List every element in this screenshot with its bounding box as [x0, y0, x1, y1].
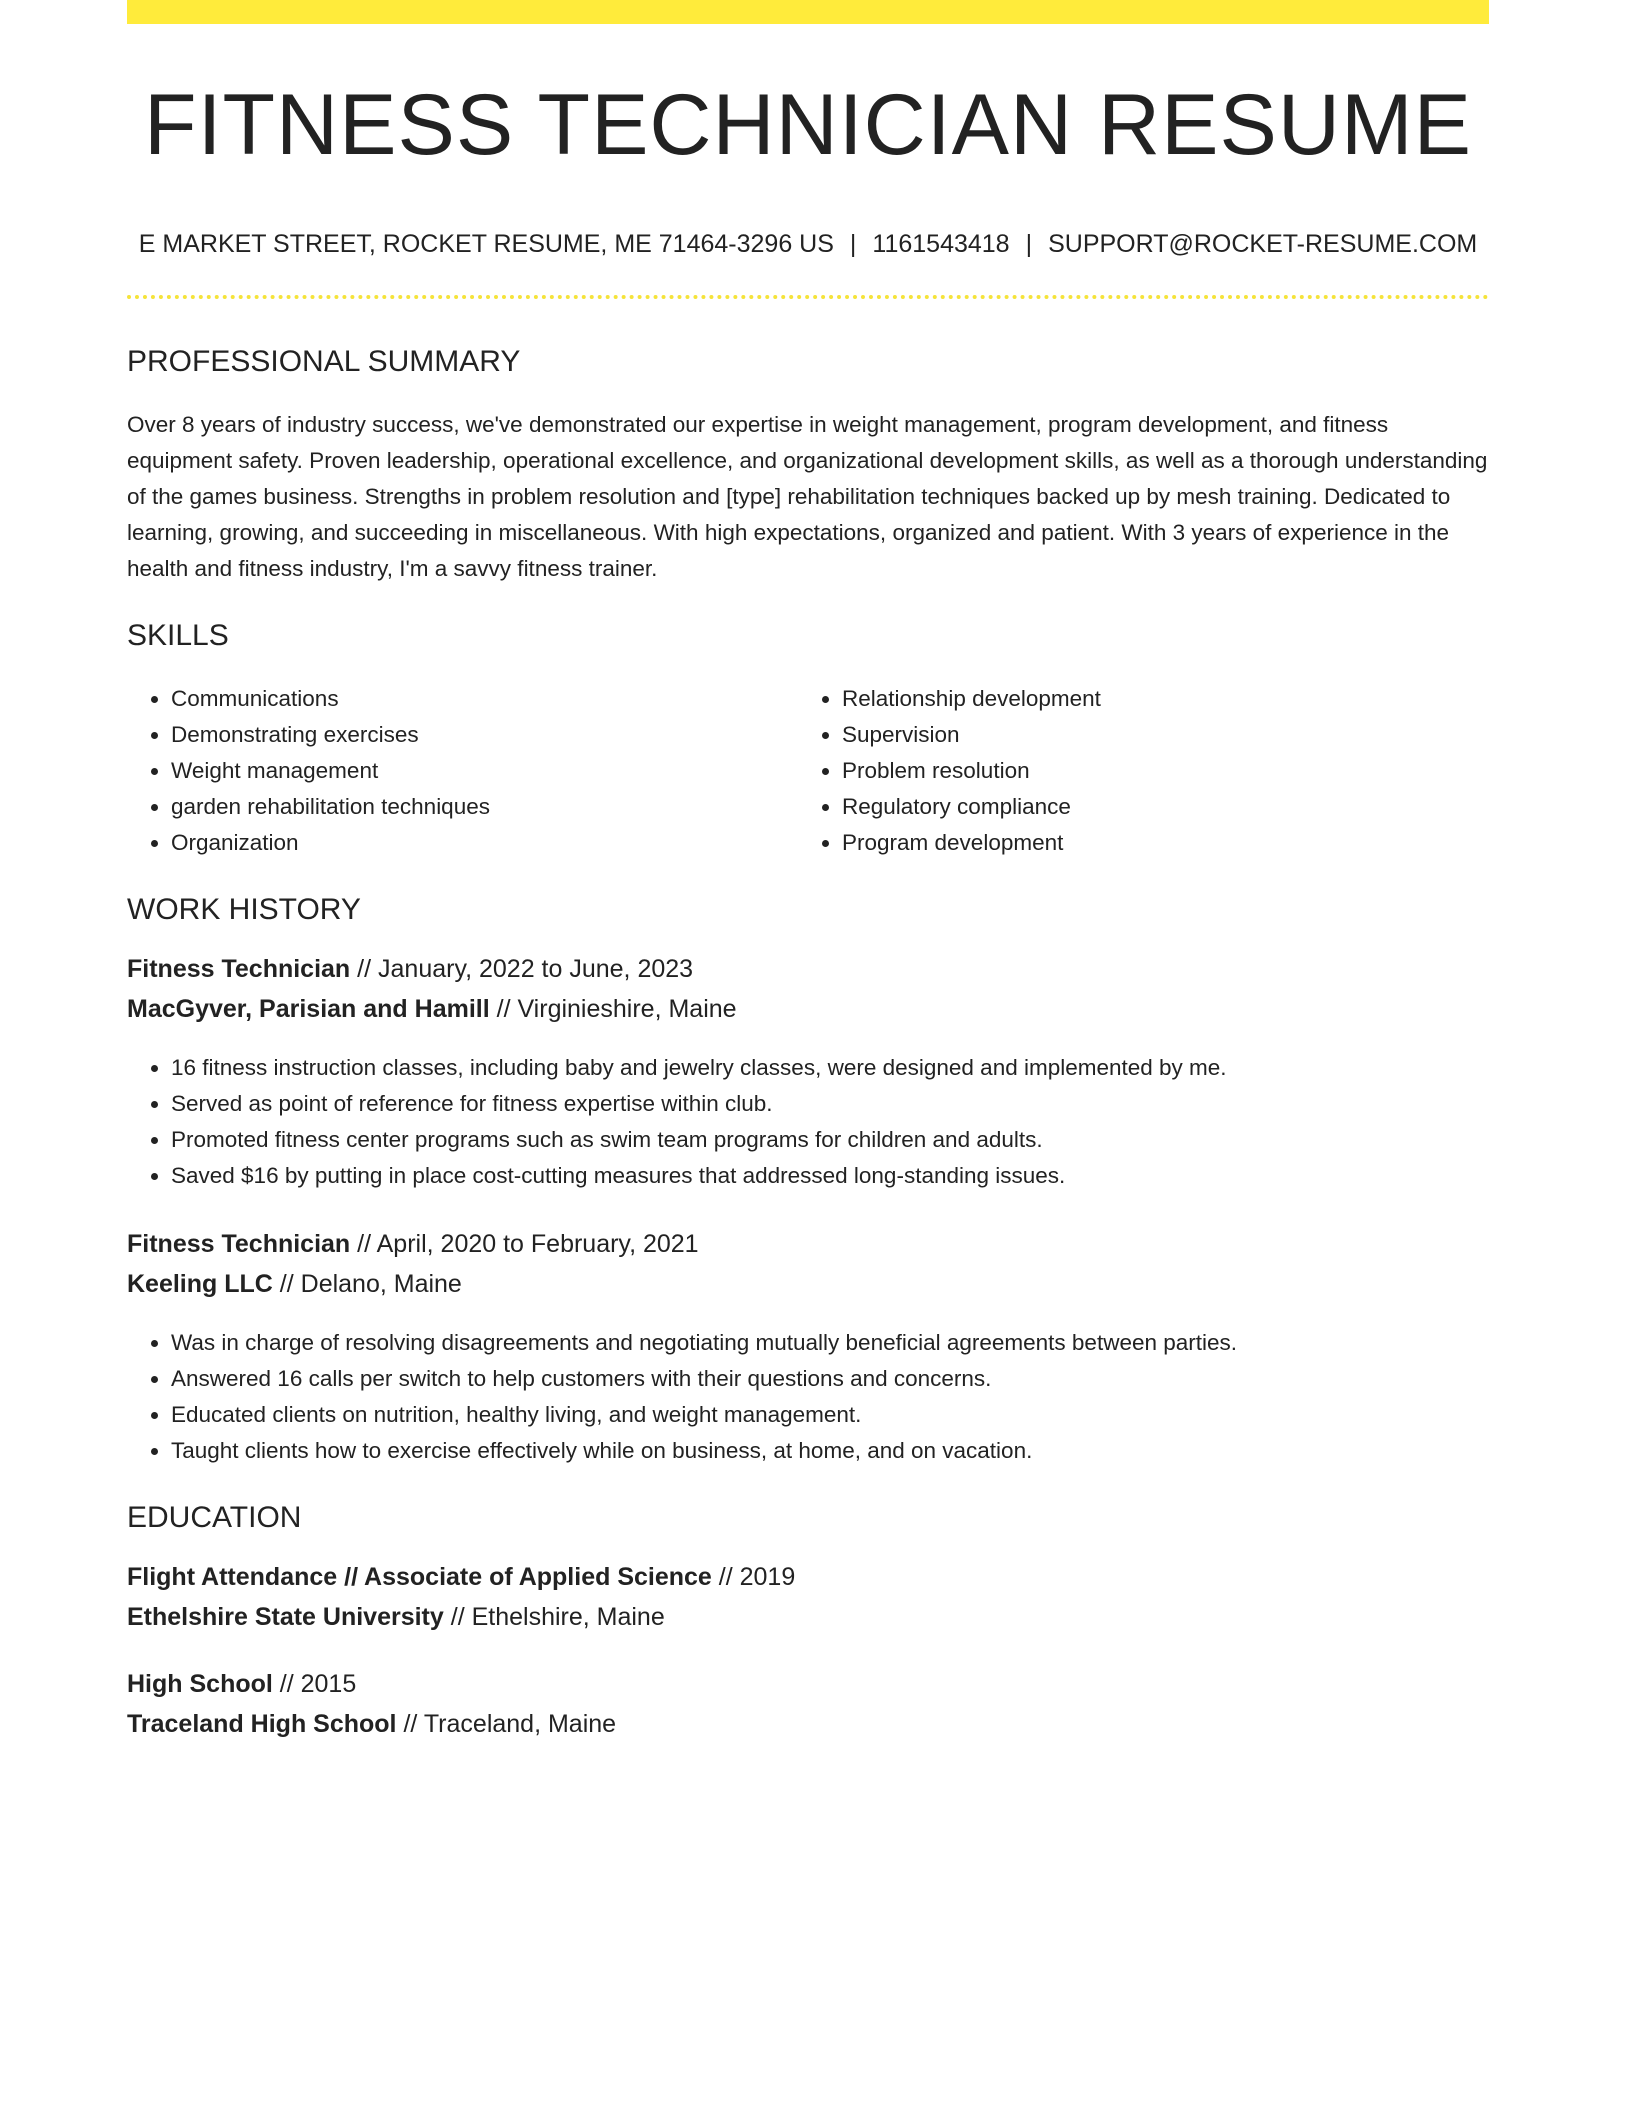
- job-bullet: • Answered 16 calls per switch to help customers with their questions and concerns.: [171, 1361, 1489, 1397]
- education-school: Ethelshire State University: [127, 1603, 444, 1631]
- education-location: // Ethelshire, Maine: [450, 1603, 665, 1631]
- education-school-line: [127, 1712, 1489, 1737]
- job-title-line: [127, 1232, 1489, 1257]
- resume-title: FITNESS TECHNICIAN RESUME: [144, 77, 1472, 173]
- skill-item: • Relationship development: [842, 681, 1469, 717]
- job-company-line: [127, 997, 1489, 1022]
- summary-text: Over 8 years of industry success, we've demonstrated our expertise in weight management, program development, and fitness equipment safety. Proven leadership, operational excellence, and organizational development skills, as well as a thorough understanding of the games business. Strengths in problem resolution and [type] rehabilitation techniques backed up by mesh training. Dedicated to learning, growing, and succeeding in miscellaneous. With high expectations, organized and patient. With 3 years of experience in the health and fitness industry, I'm a savvy fitness trainer.: [127, 412, 1488, 581]
- job-bullet: • Taught clients how to exercise effectively while on business, at home, and on vacation.: [171, 1433, 1489, 1469]
- education-entry: [127, 1672, 1489, 1737]
- job-bullets: [127, 1050, 1489, 1194]
- skill-item: • Supervision: [842, 717, 1469, 753]
- education-school: Traceland High School: [127, 1710, 397, 1738]
- skill-item: • Weight management: [171, 753, 798, 789]
- job-bullet: • Promoted fitness center programs such as swim team programs for children and adults.: [171, 1122, 1489, 1158]
- job-bullet: • Was in charge of resolving disagreements and negotiating mutually beneficial agreements between parties.: [171, 1325, 1489, 1361]
- education-degree-line: [127, 1672, 1489, 1697]
- accent-bar: [127, 0, 1489, 24]
- education-year: // 2019: [718, 1563, 796, 1591]
- skills-columns: [127, 681, 1489, 861]
- job-bullet: • Educated clients on nutrition, healthy living, and weight management.: [171, 1397, 1489, 1433]
- contact-address: E MARKET STREET, ROCKET RESUME, ME 71464-3296 US: [138, 230, 834, 258]
- resume-page: [127, 0, 1489, 1737]
- skills-list-left: [127, 681, 798, 861]
- education-school-line: [127, 1605, 1489, 1630]
- job-title: Fitness Technician: [127, 955, 351, 983]
- education-degree: High School: [127, 1670, 273, 1698]
- job-dates: // April, 2020 to February, 2021: [357, 1230, 699, 1258]
- education-location: // Traceland, Maine: [403, 1710, 617, 1738]
- skills-heading: SKILLS: [127, 619, 229, 652]
- contact-line: [127, 232, 1489, 257]
- education-degree-line: [127, 1565, 1489, 1590]
- summary-heading: PROFESSIONAL SUMMARY: [127, 345, 521, 378]
- skill-item: • Program development: [842, 825, 1469, 861]
- education-degree: Flight Attendance // Associate of Applied Science: [127, 1563, 712, 1591]
- job-title: Fitness Technician: [127, 1230, 351, 1258]
- skill-item: • Demonstrating exercises: [171, 717, 798, 753]
- contact-separator: |: [1025, 230, 1033, 258]
- job-bullet: • Served as point of reference for fitness expertise within club.: [171, 1086, 1489, 1122]
- job-entry: [127, 1232, 1489, 1469]
- education-heading: EDUCATION: [127, 1501, 302, 1534]
- job-entry: [127, 957, 1489, 1194]
- job-company: MacGyver, Parisian and Hamill: [127, 995, 490, 1023]
- job-dates: // January, 2022 to June, 2023: [357, 955, 694, 983]
- job-location: // Virginieshire, Maine: [496, 995, 737, 1023]
- job-company: Keeling LLC: [127, 1270, 273, 1298]
- skill-item: • garden rehabilitation techniques: [171, 789, 798, 825]
- education-entry: [127, 1565, 1489, 1630]
- skill-item: • Communications: [171, 681, 798, 717]
- education-year: // 2015: [279, 1670, 357, 1698]
- skill-item: • Problem resolution: [842, 753, 1469, 789]
- job-location: // Delano, Maine: [279, 1270, 462, 1298]
- dotted-divider: [127, 295, 1489, 299]
- work-history-heading: WORK HISTORY: [127, 893, 361, 926]
- job-bullets: [127, 1325, 1489, 1469]
- skills-list-right: [798, 681, 1469, 861]
- skill-item: • Regulatory compliance: [842, 789, 1469, 825]
- contact-email: SUPPORT@ROCKET-RESUME.COM: [1048, 230, 1478, 258]
- job-bullet: • Saved $16 by putting in place cost-cutting measures that addressed long-standing issues.: [171, 1158, 1489, 1194]
- job-company-line: [127, 1272, 1489, 1297]
- contact-separator: |: [849, 230, 857, 258]
- skill-item: • Organization: [171, 825, 798, 861]
- job-title-line: [127, 957, 1489, 982]
- contact-phone: 1161543418: [872, 230, 1010, 258]
- job-bullet: • 16 fitness instruction classes, including baby and jewelry classes, were designed and implemented by me.: [171, 1050, 1489, 1086]
